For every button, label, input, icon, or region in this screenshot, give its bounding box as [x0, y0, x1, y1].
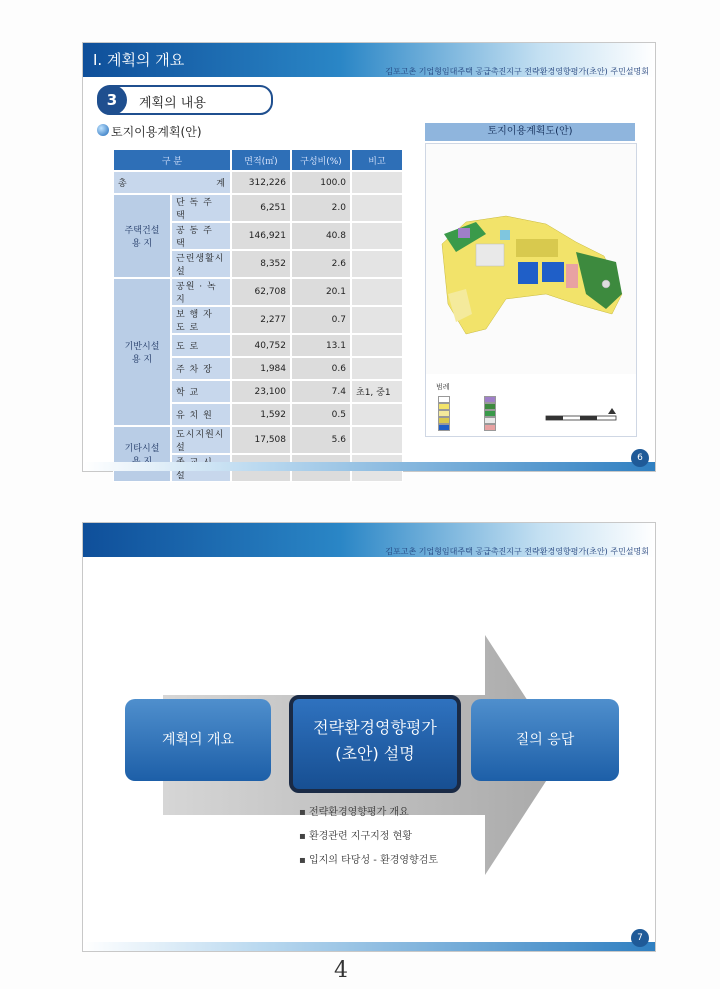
col-ratio: 구성비(%)	[291, 149, 351, 171]
row-note: 초1, 중1	[351, 380, 403, 403]
row-note	[351, 306, 403, 334]
row-label: 도시지원시설	[171, 426, 231, 454]
legend-swatch	[438, 410, 453, 417]
row-note	[351, 250, 403, 278]
legend-swatch	[484, 417, 499, 424]
box-assessment-explanation	[289, 695, 461, 793]
row-note	[351, 222, 403, 250]
row-ratio: 5.6	[291, 426, 351, 454]
handwritten-page-number: 4	[334, 958, 348, 983]
slide-6	[82, 42, 656, 481]
legend-swatch	[438, 424, 453, 431]
row-label: 유 치 원	[171, 403, 231, 426]
section-title: Ⅰ. 계획의 개요	[93, 51, 185, 69]
group-category: 주택건설 용 지	[113, 194, 171, 278]
slide-footer-bar	[83, 942, 655, 951]
row-ratio: 2.6	[291, 250, 351, 278]
col-note: 비고	[351, 149, 403, 171]
table-title: 토지이용계획(안)	[111, 125, 202, 139]
row-area: 2,277	[231, 306, 291, 334]
row-ratio: 2.0	[291, 194, 351, 222]
row-ratio: 0.5	[291, 403, 351, 426]
group-category: 기타시설	[113, 426, 171, 482]
agenda-list	[299, 803, 438, 875]
row-label: 근린생활시설	[171, 250, 231, 278]
presentation-subtitle: 김포고촌 기업형임대주택 공급촉진지구 전략환경영향평가(초안) 주민설명회	[385, 547, 649, 556]
page-number: 6	[631, 449, 649, 467]
box-qna: 질의 응답	[471, 699, 619, 781]
legend-swatch	[484, 424, 499, 431]
row-note	[351, 403, 403, 426]
map-title: 토지이용계획도(안)	[425, 123, 635, 141]
total-note	[351, 171, 403, 194]
land-use-table	[113, 149, 403, 482]
land-use-table-body	[113, 171, 403, 482]
land-use-map-drawing	[426, 144, 636, 374]
total-ratio: 100.0	[291, 171, 351, 194]
table-row	[113, 194, 403, 222]
presentation-subtitle: 김포고촌 기업형임대주택 공급촉진지구 전략환경영향평가(초안) 주민설명회	[385, 67, 649, 76]
row-ratio: 0.7	[291, 306, 351, 334]
row-note	[351, 194, 403, 222]
row-area: 146,921	[231, 222, 291, 250]
list-item: ▪ 입지의 타당성 - 환경영향검토	[299, 851, 438, 875]
legend-swatch	[484, 403, 499, 410]
scale-bar-icon	[544, 408, 622, 428]
box-center-line2: (초안) 설명	[335, 744, 415, 763]
row-label: 주 차 장	[171, 357, 231, 380]
row-label: 설	[171, 454, 231, 482]
row-note	[351, 278, 403, 306]
land-use-map	[425, 143, 637, 437]
total-label-left: 총	[118, 179, 128, 189]
table-row	[113, 278, 403, 306]
legend-title: 범례	[436, 383, 450, 391]
row-label: 보 행 자 도 로	[171, 306, 231, 334]
bullet-dot-icon	[97, 124, 109, 136]
total-area: 312,226	[231, 171, 291, 194]
row-area: 23,100	[231, 380, 291, 403]
box-plan-overview: 계획의 개요	[125, 699, 271, 781]
row-area: 1,984	[231, 357, 291, 380]
legend-swatch	[438, 403, 453, 410]
slide-footer-bar	[83, 462, 655, 471]
table-row	[113, 426, 403, 454]
row-label: 공 동 주 택	[171, 222, 231, 250]
list-item: ▪ 환경관련 지구지정 현황	[299, 827, 438, 851]
section-pill	[97, 85, 273, 115]
row-note	[351, 357, 403, 380]
row-ratio: 0.6	[291, 357, 351, 380]
row-area: 17,508	[231, 426, 291, 454]
row-area: 1,592	[231, 403, 291, 426]
slide-7	[82, 522, 656, 952]
section-label: 계획의 내용	[139, 96, 206, 111]
table-row-total	[113, 171, 403, 194]
section-number: 3	[97, 85, 127, 115]
page-number: 7	[631, 929, 649, 947]
row-ratio: 13.1	[291, 334, 351, 357]
legend-swatch	[438, 396, 453, 403]
legend-swatch	[484, 396, 499, 403]
row-area: 6,251	[231, 194, 291, 222]
box-center-line1: 전략환경영향평가	[313, 718, 437, 737]
row-ratio: 20.1	[291, 278, 351, 306]
slide-header	[83, 43, 655, 77]
group-category: 기반시설 용 지	[113, 278, 171, 426]
row-note	[351, 334, 403, 357]
map-legend	[434, 390, 634, 434]
total-label-right: 계	[216, 179, 226, 189]
row-area: 8,352	[231, 250, 291, 278]
row-label: 공원 · 녹지	[171, 278, 231, 306]
col-area: 면적(㎡)	[231, 149, 291, 171]
row-ratio: 7.4	[291, 380, 351, 403]
col-category: 구 분	[113, 149, 231, 171]
list-item: ▪ 전략환경영향평가 개요	[299, 803, 438, 827]
row-ratio: 40.8	[291, 222, 351, 250]
row-area: 62,708	[231, 278, 291, 306]
row-note	[351, 426, 403, 454]
legend-swatch	[484, 410, 499, 417]
row-area: 40,752	[231, 334, 291, 357]
total-label	[113, 171, 231, 194]
row-label: 학 교	[171, 380, 231, 403]
row-label: 단 독 주 택	[171, 194, 231, 222]
legend-swatch	[438, 417, 453, 424]
slide-header	[83, 523, 655, 557]
row-label: 도 로	[171, 334, 231, 357]
